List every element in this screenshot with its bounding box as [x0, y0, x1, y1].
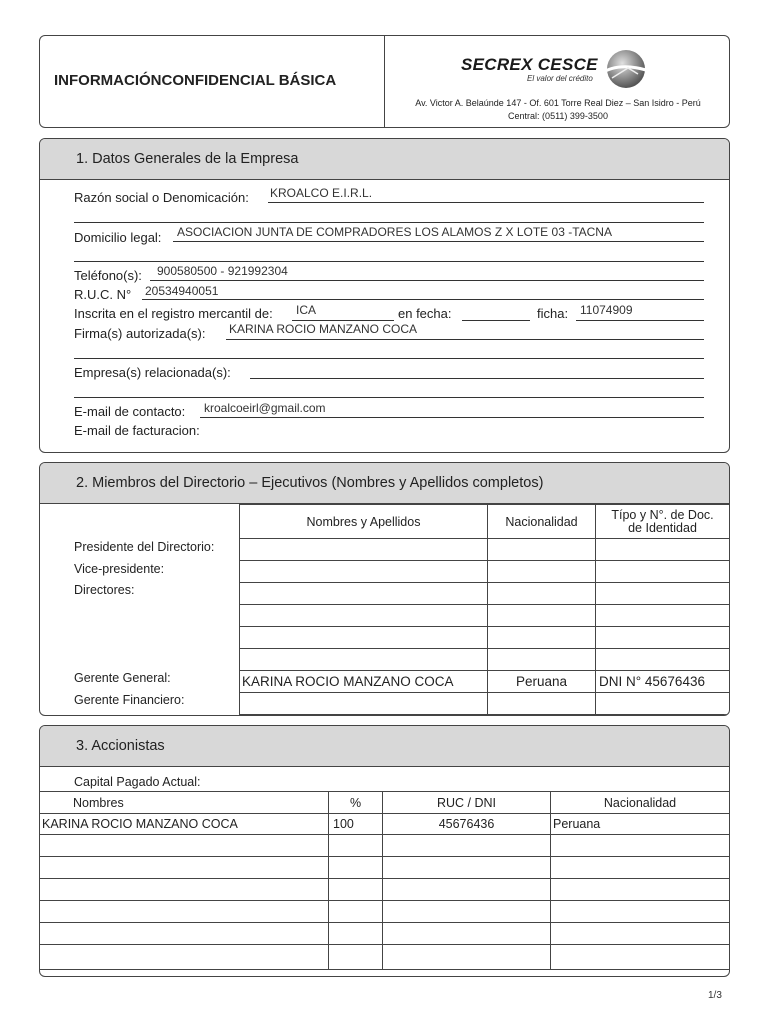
header-box	[39, 35, 730, 128]
acc-row3-nombre[interactable]	[40, 857, 329, 879]
acc-col-ruc: RUC / DNI	[383, 792, 551, 814]
ruc-label: R.U.C. N°	[74, 287, 132, 302]
section-directorio	[39, 462, 730, 716]
empresas-label: Empresa(s) relacionada(s):	[74, 365, 231, 380]
telefono-value[interactable]: 900580500 - 921992304	[157, 264, 288, 278]
col-tipo-line1: Típo y N°. de Doc.	[611, 507, 714, 522]
email-value[interactable]: kroalcoeirl@gmail.com	[204, 401, 326, 415]
section2-header	[40, 463, 729, 504]
ruc-value[interactable]: 20534940051	[145, 284, 219, 298]
acc-row7-nac[interactable]	[551, 945, 730, 970]
capital-label: Capital Pagado Actual:	[74, 775, 201, 789]
director-2-doc-cell[interactable]	[596, 605, 730, 627]
acc-row3-ruc[interactable]	[383, 857, 551, 879]
presidente-nac-cell[interactable]	[488, 539, 596, 561]
gf-doc-cell[interactable]	[596, 693, 730, 715]
directorio-table	[239, 504, 730, 715]
section-datos-generales	[39, 138, 730, 453]
ruc-line	[142, 299, 704, 300]
firma-line-2	[74, 358, 704, 359]
acc-row2-pct[interactable]	[329, 835, 383, 857]
firma-label: Firma(s) autorizada(s):	[74, 326, 206, 341]
director-4-doc-cell[interactable]	[596, 649, 730, 671]
section3-header	[40, 726, 729, 767]
section-accionistas	[39, 725, 730, 977]
empresas-line	[250, 378, 704, 379]
vice-nac-cell[interactable]	[488, 561, 596, 583]
acc-row5-pct[interactable]	[329, 901, 383, 923]
acc-row6-nombre[interactable]	[40, 923, 329, 945]
acc-col-nac: Nacionalidad	[551, 792, 730, 814]
presidente-label: Presidente del Directorio:	[74, 540, 215, 554]
form-title: INFORMACIÓNCONFIDENCIAL BÁSICA	[54, 72, 337, 89]
vice-nombre-cell[interactable]	[240, 561, 488, 583]
acc-row2-ruc[interactable]	[383, 835, 551, 857]
telefono-line	[150, 280, 704, 281]
acc-row3-pct[interactable]	[329, 857, 383, 879]
director-1-doc-cell[interactable]	[596, 583, 730, 605]
domicilio-value[interactable]: ASOCIACION JUNTA DE COMPRADORES LOS ALAMOS Z X LOTE 03 -TACNA	[177, 225, 612, 239]
director-2-nac-cell[interactable]	[488, 605, 596, 627]
director-3-doc-cell[interactable]	[596, 627, 730, 649]
acc-row3-nac[interactable]	[551, 857, 730, 879]
presidente-doc-cell[interactable]	[596, 539, 730, 561]
acc-row7-nombre[interactable]	[40, 945, 329, 970]
section2-title: 2. Miembros del Directorio – Ejecutivos (Nombres y Apellidos completos)	[76, 475, 544, 491]
acc-row4-nombre[interactable]	[40, 879, 329, 901]
gf-nac-cell[interactable]	[488, 693, 596, 715]
director-4-nac-cell[interactable]	[488, 649, 596, 671]
domicilio-label: Domicilio legal:	[74, 230, 162, 245]
ficha-value[interactable]: 11074909	[580, 303, 633, 317]
firma-line	[226, 339, 704, 340]
acc-row1-pct[interactable]: 100	[329, 814, 383, 835]
section1-title: 1. Datos Generales de la Empresa	[76, 151, 299, 167]
registro-line	[292, 320, 394, 321]
acc-row5-ruc[interactable]	[383, 901, 551, 923]
col-nacionalidad-header: Nacionalidad	[488, 505, 596, 539]
director-1-nac-cell[interactable]	[488, 583, 596, 605]
email-line	[200, 417, 704, 418]
logo-globe-icon	[598, 48, 648, 90]
acc-col-nombres: Nombres	[40, 792, 329, 814]
director-1-nombre-cell[interactable]	[240, 583, 488, 605]
header-phone: Central: (0511) 399-3500	[508, 111, 608, 121]
acc-row7-pct[interactable]	[329, 945, 383, 970]
email-label: E-mail de contacto:	[74, 404, 186, 419]
section1-header	[40, 139, 729, 180]
gerente-financiero-label: Gerente Financiero:	[74, 693, 185, 707]
gerente-general-label: Gerente General:	[74, 671, 171, 685]
acc-row7-ruc[interactable]	[383, 945, 551, 970]
telefono-label: Teléfono(s):	[74, 268, 142, 283]
accionistas-table	[39, 791, 730, 970]
razon-line-2	[74, 222, 704, 223]
registro-label: Inscrita en el registro mercantil de:	[74, 306, 273, 321]
domicilio-line-2	[74, 261, 704, 262]
razon-line	[268, 202, 704, 203]
acc-row1-nombre[interactable]: KARINA ROCIO MANZANO COCA	[40, 814, 329, 835]
gf-nombre-cell[interactable]	[240, 693, 488, 715]
director-3-nac-cell[interactable]	[488, 627, 596, 649]
vice-label: Vice-presidente:	[74, 562, 165, 576]
director-4-nombre-cell[interactable]	[240, 649, 488, 671]
acc-row2-nac[interactable]	[551, 835, 730, 857]
acc-row2-nombre[interactable]	[40, 835, 329, 857]
col-tipo-line2: de Identidad	[628, 520, 697, 535]
gg-nombre-cell[interactable]: KARINA ROCIO MANZANO COCA	[240, 671, 488, 693]
header-address: Av. Victor A. Belaúnde 147 - Of. 601 Torre Real Diez – San Isidro - Perú	[415, 98, 701, 108]
email-fact-label: E-mail de facturacion:	[74, 423, 200, 438]
acc-row1-nac[interactable]: Peruana	[551, 814, 730, 835]
acc-row4-nac[interactable]	[551, 879, 730, 901]
acc-row5-nombre[interactable]	[40, 901, 329, 923]
col-nombres-header: Nombres y Apellidos	[240, 505, 488, 539]
acc-row4-pct[interactable]	[329, 879, 383, 901]
acc-col-pct: %	[329, 792, 383, 814]
razon-value[interactable]: KROALCO E.I.R.L.	[270, 186, 373, 200]
acc-row6-pct[interactable]	[329, 923, 383, 945]
ficha-label: ficha:	[537, 306, 569, 321]
firma-value[interactable]: KARINA ROCIO MANZANO COCA	[229, 322, 418, 336]
gg-nacionalidad-cell[interactable]: Peruana	[488, 671, 596, 693]
director-2-nombre-cell[interactable]	[240, 605, 488, 627]
domicilio-line	[173, 241, 704, 242]
fecha-line	[462, 320, 530, 321]
presidente-nombre-cell[interactable]	[240, 539, 488, 561]
empresas-line-2	[74, 397, 704, 398]
registro-value[interactable]: ICA	[296, 303, 317, 317]
acc-row1-ruc[interactable]: 45676436	[383, 814, 551, 835]
razon-label: Razón social o Denomicación:	[74, 190, 249, 205]
col-tipo-header	[596, 505, 730, 539]
section3-title: 3. Accionistas	[76, 738, 165, 754]
header-divider	[384, 36, 385, 127]
ficha-line	[576, 320, 704, 321]
acc-row6-ruc[interactable]	[383, 923, 551, 945]
fecha-label: en fecha:	[398, 306, 452, 321]
logo-tagline: El valor del crédito	[527, 74, 593, 83]
logo-name: SECREX CESCE	[461, 55, 598, 74]
vice-doc-cell[interactable]	[596, 561, 730, 583]
acc-row5-nac[interactable]	[551, 901, 730, 923]
page-number: 1/3	[708, 990, 722, 1001]
acc-row4-ruc[interactable]	[383, 879, 551, 901]
director-3-nombre-cell[interactable]	[240, 627, 488, 649]
directores-label: Directores:	[74, 583, 135, 597]
acc-row6-nac[interactable]	[551, 923, 730, 945]
gg-doc-cell[interactable]: DNI N° 45676436	[596, 671, 730, 693]
